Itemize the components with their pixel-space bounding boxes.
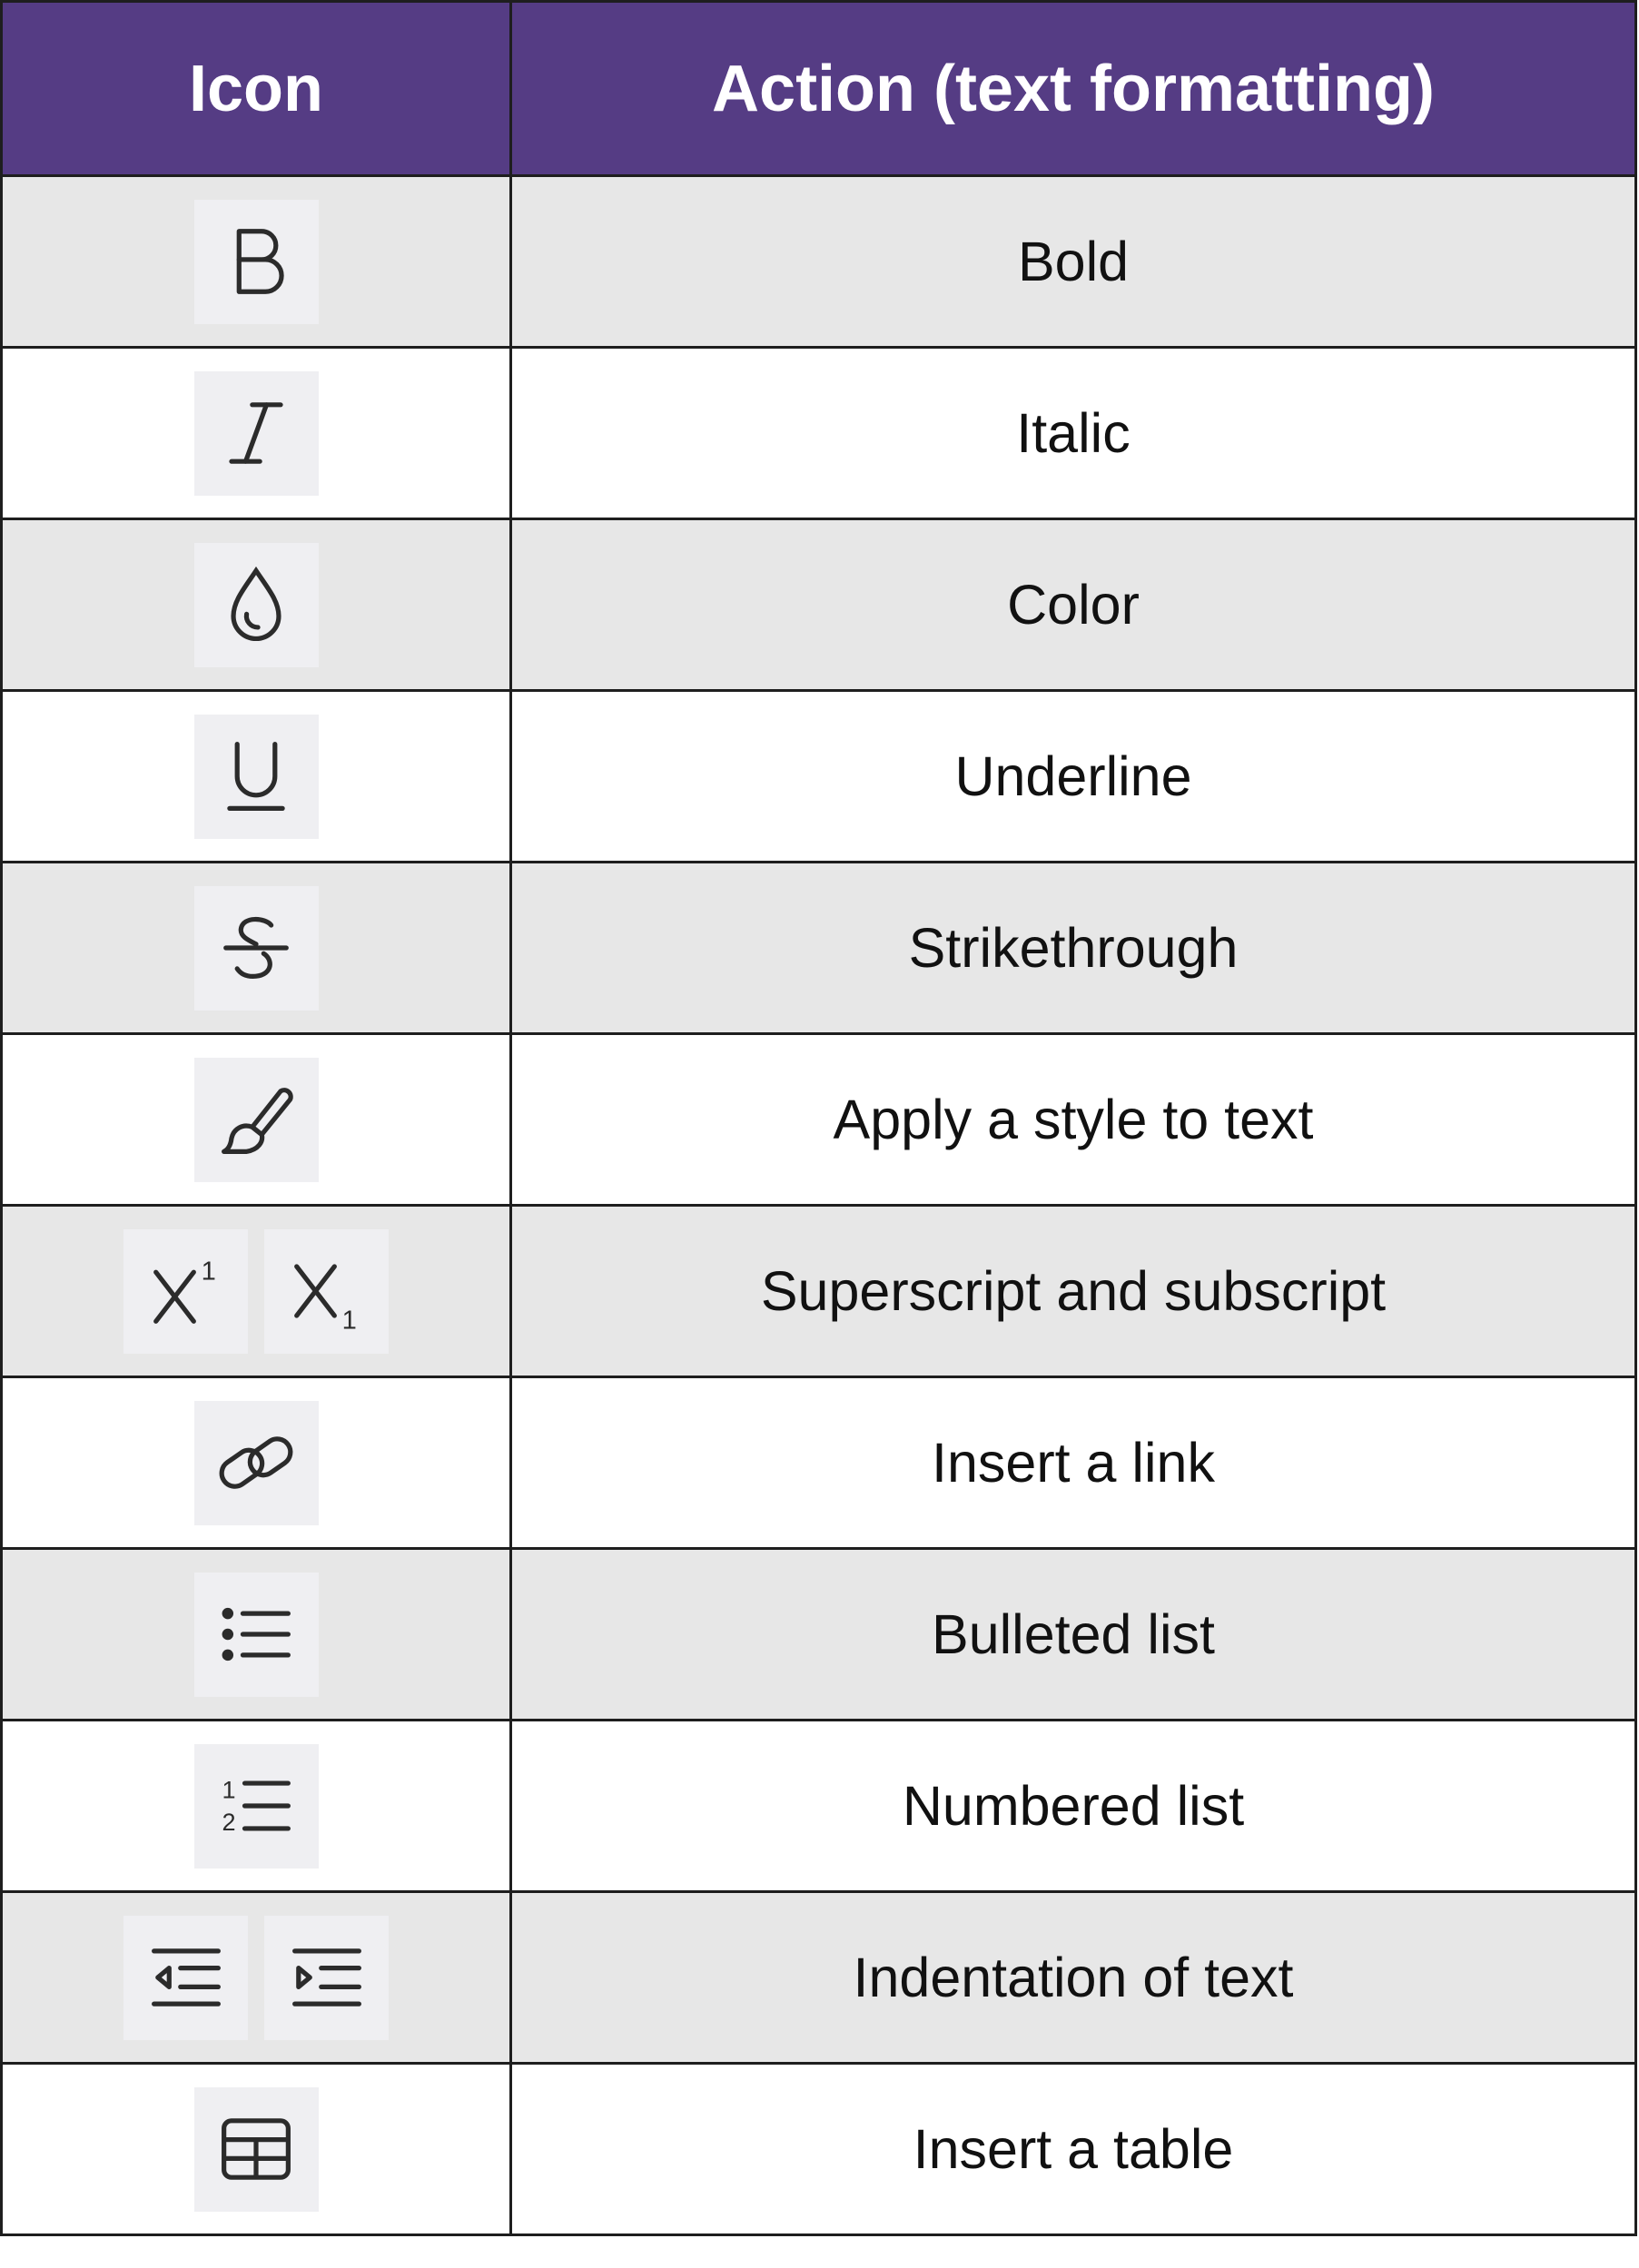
- increase-indent-icon: [264, 1916, 389, 2040]
- subscript-icon: [264, 1229, 389, 1354]
- table-row: [2, 1892, 1636, 2064]
- bulleted-list-icon: [194, 1573, 319, 1697]
- color-drop-icon: [194, 543, 319, 667]
- action-label: Italic: [511, 348, 1636, 519]
- action-label: Underline: [511, 691, 1636, 863]
- brush-icon: [194, 1058, 319, 1182]
- action-label: Indentation of text: [511, 1892, 1636, 2064]
- strikethrough-icon: [194, 886, 319, 1011]
- numbered-list-glyph-2: 2: [222, 1809, 236, 1837]
- numbered-list-icon: [194, 1744, 319, 1869]
- action-label: Insert a link: [511, 1377, 1636, 1549]
- table-row: [2, 176, 1636, 348]
- action-label: Bold: [511, 176, 1636, 348]
- table-row: [2, 1721, 1636, 1892]
- decrease-indent-icon: [123, 1916, 248, 2040]
- action-label: Strikethrough: [511, 863, 1636, 1034]
- icon-cell: [2, 519, 511, 691]
- icon-cell: [2, 691, 511, 863]
- header-action: Action (text formatting): [511, 2, 1636, 176]
- header-row: [2, 2, 1636, 176]
- bold-icon: [194, 200, 319, 324]
- table-row: [2, 1206, 1636, 1377]
- table-row: [2, 863, 1636, 1034]
- action-label: Apply a style to text: [511, 1034, 1636, 1206]
- icon-cell: [2, 1377, 511, 1549]
- table-row: [2, 1549, 1636, 1721]
- table-row: [2, 2064, 1636, 2235]
- icon-cell: [2, 2064, 511, 2235]
- underline-icon: [194, 715, 319, 839]
- action-label: Color: [511, 519, 1636, 691]
- action-label: Superscript and subscript: [511, 1206, 1636, 1377]
- action-label: Numbered list: [511, 1721, 1636, 1892]
- table-row: [2, 691, 1636, 863]
- superscript-icon: [123, 1229, 248, 1354]
- subscript-glyph: 1: [341, 1306, 357, 1336]
- icon-cell: [2, 176, 511, 348]
- italic-icon: [194, 371, 319, 496]
- icon-cell: [2, 1892, 511, 2064]
- action-label: Insert a table: [511, 2064, 1636, 2235]
- superscript-glyph: 1: [201, 1257, 216, 1287]
- header-icon: Icon: [2, 2, 511, 176]
- table-row: [2, 348, 1636, 519]
- action-label: Bulleted list: [511, 1549, 1636, 1721]
- table-row: [2, 1034, 1636, 1206]
- icon-cell: [2, 863, 511, 1034]
- icon-cell: [2, 1721, 511, 1892]
- icon-cell: [2, 348, 511, 519]
- table-row: [2, 519, 1636, 691]
- icon-cell: [2, 1549, 511, 1721]
- icon-cell: [2, 1034, 511, 1206]
- link-icon: [194, 1401, 319, 1525]
- table-icon: [194, 2087, 319, 2212]
- numbered-list-glyph-1: 1: [222, 1776, 236, 1804]
- icon-cell: [2, 1206, 511, 1377]
- table-row: [2, 1377, 1636, 1549]
